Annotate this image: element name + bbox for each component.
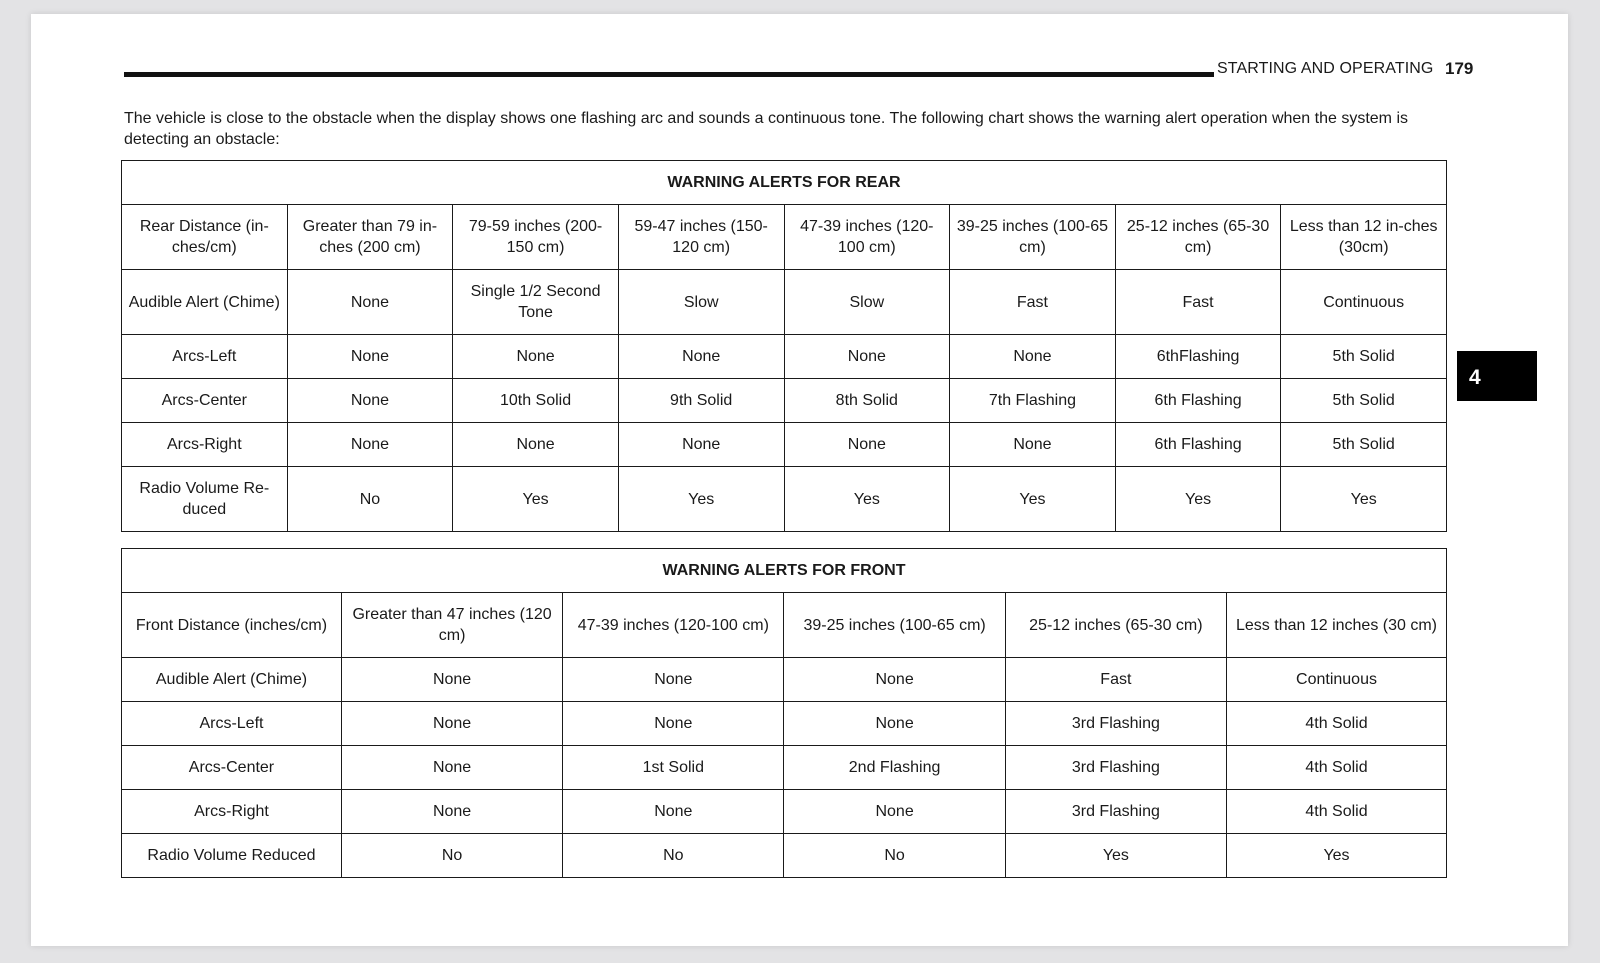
row-label: Radio Volume Reduced <box>122 834 342 878</box>
table-cell: Yes <box>784 467 950 532</box>
table-cell: 5th Solid <box>1281 423 1447 467</box>
table-cell: No <box>287 467 453 532</box>
table-cell: 9th Solid <box>618 379 784 423</box>
table-row <box>122 270 1447 335</box>
table-cell: None <box>563 702 784 746</box>
table-cell: 6thFlashing <box>1115 335 1281 379</box>
table-cell: None <box>784 790 1005 834</box>
front-header-cell: Less than 12 inches (30 cm) <box>1227 593 1447 658</box>
table-cell: Continuous <box>1227 658 1447 702</box>
table-cell: None <box>453 423 619 467</box>
table-row <box>122 467 1447 532</box>
front-header-cell: 25-12 inches (65-30 cm) <box>1005 593 1226 658</box>
table-cell: 5th Solid <box>1281 379 1447 423</box>
table-cell: No <box>784 834 1005 878</box>
rear-table-title: WARNING ALERTS FOR REAR <box>122 161 1447 205</box>
row-label: Arcs-Right <box>122 423 288 467</box>
table-cell: None <box>950 335 1116 379</box>
row-label: Audible Alert (Chime) <box>122 270 288 335</box>
table-cell: None <box>341 658 562 702</box>
table-row <box>122 423 1447 467</box>
table-row <box>122 658 1447 702</box>
rear-header-cell: 59-47 inches (150-120 cm) <box>618 205 784 270</box>
table-cell: Single 1/2 Second Tone <box>453 270 619 335</box>
table-row <box>122 790 1447 834</box>
rear-header-cell: Less than 12 in-ches (30cm) <box>1281 205 1447 270</box>
table-cell: Yes <box>1005 834 1226 878</box>
header-rule <box>124 72 1214 77</box>
front-warning-alerts-table <box>121 548 1447 878</box>
table-cell: 4th Solid <box>1227 702 1447 746</box>
table-cell: Yes <box>1281 467 1447 532</box>
table-cell: None <box>341 746 562 790</box>
table-cell: None <box>618 335 784 379</box>
front-header-cell: 47-39 inches (120-100 cm) <box>563 593 784 658</box>
table-row <box>122 379 1447 423</box>
front-header-cell: 39-25 inches (100-65 cm) <box>784 593 1005 658</box>
row-label: Arcs-Center <box>122 746 342 790</box>
table-cell: None <box>784 702 1005 746</box>
table-row <box>122 702 1447 746</box>
table-cell: Yes <box>1227 834 1447 878</box>
table-cell: 7th Flashing <box>950 379 1116 423</box>
table-cell: No <box>563 834 784 878</box>
chapter-tab: 4 <box>1457 351 1537 401</box>
table-cell: None <box>950 423 1116 467</box>
intro-paragraph: The vehicle is close to the obstacle when the display shows one flashing arc and sounds a continuous tone. The following chart shows the warning alert operation when the system is detecting an obstacle: <box>124 110 1408 148</box>
table-row <box>122 335 1447 379</box>
table-cell: None <box>784 423 950 467</box>
table-cell: 3rd Flashing <box>1005 746 1226 790</box>
table-cell: 8th Solid <box>784 379 950 423</box>
rear-header-cell: 47-39 inches (120-100 cm) <box>784 205 950 270</box>
table-cell: Yes <box>1115 467 1281 532</box>
row-label: Radio Volume Re-duced <box>122 467 288 532</box>
front-table-title: WARNING ALERTS FOR FRONT <box>122 549 1447 593</box>
table-cell: 10th Solid <box>453 379 619 423</box>
table-cell: None <box>618 423 784 467</box>
row-label: Arcs-Center <box>122 379 288 423</box>
rear-header-cell: 25-12 inches (65-30 cm) <box>1115 205 1281 270</box>
table-cell: Yes <box>618 467 784 532</box>
table-cell: None <box>287 270 453 335</box>
section-title: STARTING AND OPERATING <box>1217 60 1434 77</box>
table-cell: None <box>784 658 1005 702</box>
table-cell: Continuous <box>1281 270 1447 335</box>
table-cell: None <box>341 790 562 834</box>
rear-header-cell: 79-59 inches (200-150 cm) <box>453 205 619 270</box>
table-cell: Fast <box>950 270 1116 335</box>
table-cell: 6th Flashing <box>1115 423 1281 467</box>
table-row <box>122 746 1447 790</box>
table-cell: 3rd Flashing <box>1005 790 1226 834</box>
table-cell: None <box>287 423 453 467</box>
table-cell: Yes <box>453 467 619 532</box>
table-cell: None <box>563 658 784 702</box>
row-label: Arcs-Right <box>122 790 342 834</box>
front-header-cell: Front Distance (inches/cm) <box>122 593 342 658</box>
table-cell: No <box>341 834 562 878</box>
front-header-cell: Greater than 47 inches (120 cm) <box>341 593 562 658</box>
table-cell: 4th Solid <box>1227 746 1447 790</box>
table-cell: None <box>287 335 453 379</box>
table-cell: 1st Solid <box>563 746 784 790</box>
row-label: Audible Alert (Chime) <box>122 658 342 702</box>
rear-header-cell: Rear Distance (in-ches/cm) <box>122 205 288 270</box>
table-cell: Slow <box>618 270 784 335</box>
table-cell: Slow <box>784 270 950 335</box>
table-cell: Fast <box>1005 658 1226 702</box>
table-cell: None <box>563 790 784 834</box>
table-cell: None <box>453 335 619 379</box>
table-cell: None <box>287 379 453 423</box>
table-cell: 2nd Flashing <box>784 746 1005 790</box>
table-cell: 3rd Flashing <box>1005 702 1226 746</box>
manual-page <box>31 14 1568 946</box>
table-cell: None <box>341 702 562 746</box>
row-label: Arcs-Left <box>122 335 288 379</box>
table-cell: Yes <box>950 467 1116 532</box>
table-cell: Fast <box>1115 270 1281 335</box>
table-cell: 5th Solid <box>1281 335 1447 379</box>
table-cell: None <box>784 335 950 379</box>
rear-warning-alerts-table <box>121 160 1447 532</box>
table-row <box>122 834 1447 878</box>
rear-header-cell: 39-25 inches (100-65 cm) <box>950 205 1116 270</box>
table-cell: 4th Solid <box>1227 790 1447 834</box>
table-cell: 6th Flashing <box>1115 379 1281 423</box>
row-label: Arcs-Left <box>122 702 342 746</box>
rear-header-cell: Greater than 79 in-ches (200 cm) <box>287 205 453 270</box>
page-number: 179 <box>1445 59 1474 78</box>
